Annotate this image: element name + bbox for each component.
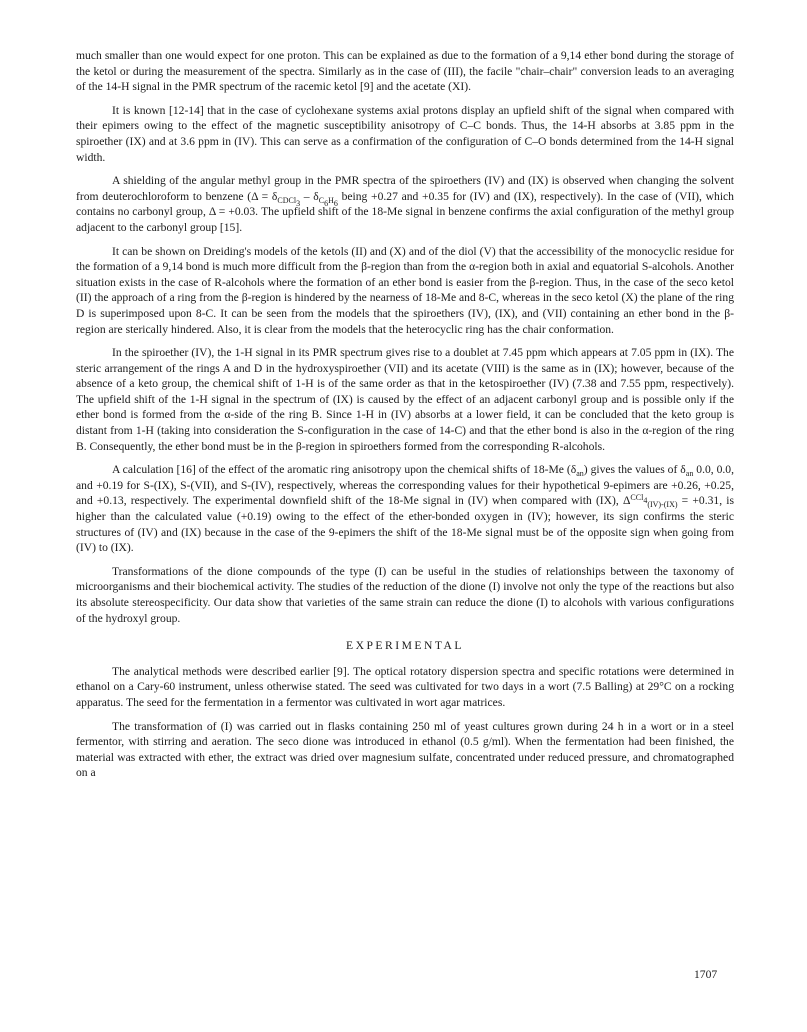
paragraph-1: much smaller than one would expect for one proton. This can be explained as due to the formation of a 9,14 ether bond during the storage of the ketol or during the measurement of the spectra. Similarly as in the case of (III), the facile "chair–chair" conversion leads to an averaging of the 14-H signal in the PMR spectrum of the racemic ketol [9] and the acetate (XI). xyxy=(76,49,734,94)
p6-text-d: = +0.31, is higher than the calculated value (+0.19) owing to the effect of the ether-bonded oxygen in (IV); however, its sign confirms the steric structures of (IV) and (IX) because in the case of the 9-epimers the shift of the 18-Me signal must be of the opposite sign when going from (IV) to (IX). xyxy=(76,494,734,555)
p6-sub-iv-ix: (IV)-(IX) xyxy=(647,500,678,510)
p3-sub-c: C xyxy=(318,195,325,205)
p3-text-b: – δ xyxy=(300,189,319,203)
p3-sub-6b: 6 xyxy=(333,198,338,208)
p3-sub-cdcl-text: CDCl xyxy=(277,195,297,205)
p3-sub-c6h6 xyxy=(318,195,338,208)
p3-sub-cdcl-3: 3 xyxy=(296,198,301,208)
p6-sup-ccl: CCl xyxy=(630,493,644,503)
p6-sup-4: 4 xyxy=(643,496,648,506)
page-number: 1707 xyxy=(694,968,718,981)
paragraph-9: The transformation of (I) was carried out in flasks containing 250 ml of yeast cultures grown during 24 h in a wort or in a steel fermentor, with stirring and aeration. The seco dione was introduced in ethanol (0.5 g/ml). When the fermentation had been finished, the material was extracted with ether, the extract was dried over magnesium sulfate, concentrated under reduced pressure, and chromatographed on a xyxy=(76,719,734,780)
p6-sup-ccl4 xyxy=(630,493,648,506)
section-heading-experimental: EXPERIMENTAL xyxy=(346,639,464,653)
p3-text-a: A shielding of the angular methyl group in the PMR spectra of the spiroethers (IV) and (IX) is observed when changing the solvent from deuterochloroform to benzene (Δ = δ xyxy=(76,174,734,203)
p6-text-a: A calculation [16] of the effect of the aromatic ring anisotropy upon the chemical shifts of 18-Me (δ xyxy=(112,463,577,477)
p6-sub-an-2: an xyxy=(685,469,694,479)
p6-text-c: 0.0, 0.0, and +0.19 for S-(IX), S-(VII), and S-(IV), respectively, whereas the corresponding values for their hypothetical 9-epimers are +0.26, +0.25, and +0.13, respectively. The experimental downfield shift of the 18-Me signal in (IV) when compared with (IX), Δ xyxy=(76,463,735,508)
paper-page xyxy=(76,48,734,789)
p3-sub-cdcl xyxy=(277,195,301,208)
p3-sub-6a: 6 xyxy=(324,198,329,208)
paragraph-6 xyxy=(76,462,734,556)
paragraph-3 xyxy=(76,173,734,235)
p3-text-c: being +0.27 and +0.35 for (IV) and (IX), respectively). In the case of (VII), which contains no carbonyl group, Δ = +0.03. The upfield shift of the 18-Me signal in benzene confirms the axial configuration of the methyl group adjacent to the carbonyl group [15]. xyxy=(76,189,734,234)
p3-sub-h: H xyxy=(328,195,334,205)
paragraph-8: The analytical methods were described earlier [9]. The optical rotatory dispersion spectra and specific rotations were determined in ethanol on a Cary-60 instrument, unless otherwise stated. The seed was cultivated for two days in a wort (7.5 Balling) at 29°C on a rocking apparatus. The seed for the fermentation in a fermentor was cultivated in wort agar matrices. xyxy=(76,664,734,709)
paragraph-4: It can be shown on Dreiding's models of the ketols (II) and (X) and of the diol (V) that the accessibility of the monocyclic residue for the formation of a 9,14 bond is much more difficult from the β-region than from the α-region both in axial and equatorial S-alcohols. Another situation exists in the case of R-alcohols where the formation of an ether bond is easier from the β-region. Thus, in the case of the seco ketol (II) the approach of a ring from the β-region is hindered by the nearness of 18-Me and 8-C, whereas in the seco ketol (X) the plane of the ring D is superimposed upon 8-C. It can be seen from the models that the spiroethers (IV), (IX), and (VII) containing an ether bond in the β-region are sterically hindered. Also, it is clear from the models that the heterocyclic ring has the chair conformation. xyxy=(76,244,734,336)
paragraph-2: It is known [12-14] that in the case of cyclohexane systems axial protons display an upfield shift of the signal when compared with their epimers owing to the effect of the magnetic susceptibility anisotropy of C–C bonds. Thus, the 14-H absorbs at 3.85 ppm in the spiroether (IX) and at 3.6 ppm in (IV). This can serve as a confirmation of the configuration of C–O bonds determined from the 14-H signal width. xyxy=(76,103,734,164)
paragraph-5: In the spiroether (IV), the 1-H signal in its PMR spectrum gives rise to a doublet at 7.45 ppm which appears at 7.05 ppm in (IX). The steric arrangement of the rings A and D in the hydroxyspiroether (VII) and its acetate (VIII) is the same as in (IX); however, because of the absence of a keto group, the chemical shift of 1-H is of the same order as that in the ketospiroether (IV) (7.38 and 7.55 ppm, respectively). The upfield shift of the 1-H signal in the spectrum of (IX) is caused by the effect of an adjacent carbonyl group and is possible only if the ether bond is formed from the α-side of the ring B. Since 1-H in (IV) absorbs at a lower field, it can be concluded that the keto group is distant from 1-H (taking into consideration the S-configuration in the case of 14-C) and that the ether bond is also in the α-region of the ring B. Consequently, the ether bond must be in the β-region in spiroethers formed from the corresponding R-alcohols. xyxy=(76,346,734,453)
paragraph-7: Transformations of the dione compounds of the type (I) can be useful in the studies of relationships between the taxonomy of microorganisms and their biochemical activity. The studies of the reduction of the dione (I) involve not only the type of the reactions but also its absolute stereospecificity. Our data show that varieties of the same strain can reduce the dione (I) to alcohols with various configurations of the hydroxyl group. xyxy=(76,564,734,625)
p6-text-b: ) gives the values of δ xyxy=(583,463,686,477)
p6-sub-an-1: an xyxy=(576,469,584,479)
